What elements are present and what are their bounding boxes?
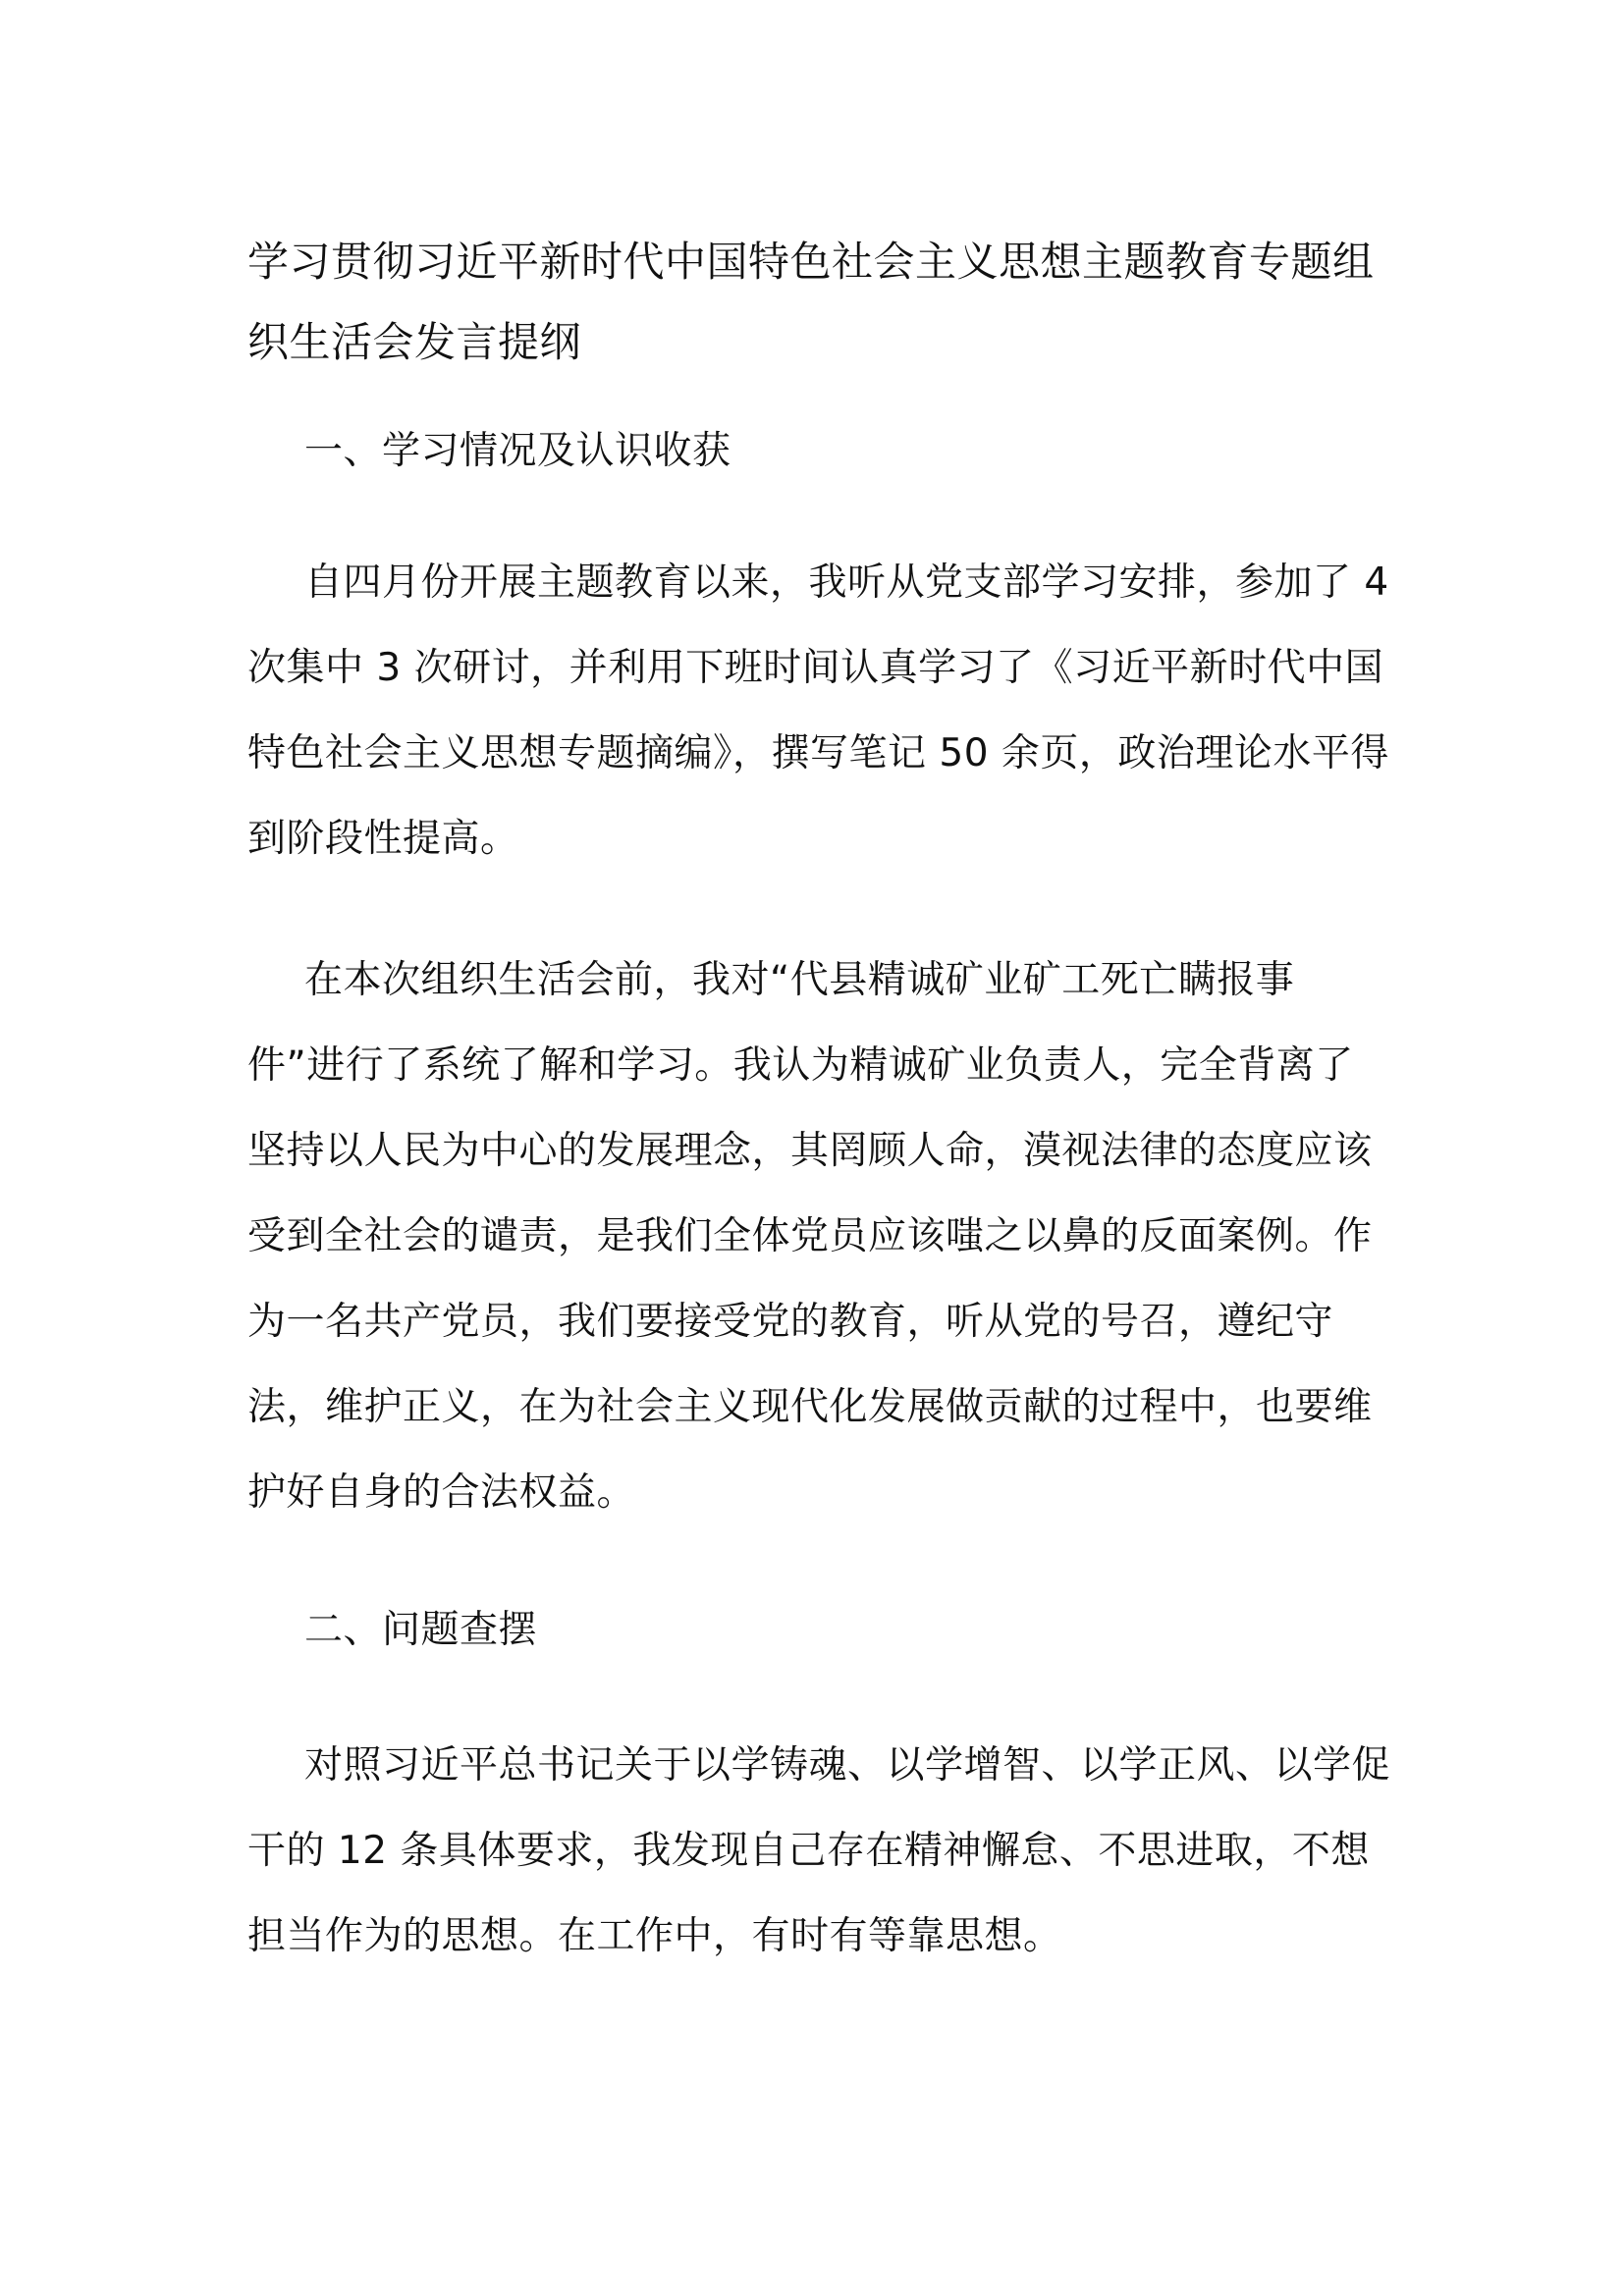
document-title: 学习贯彻习近平新时代中国特色社会主义思想主题教育专题组织生活会发言提纲: [247, 238, 1375, 366]
section-heading-study: 一、学习情况及认识收获: [304, 429, 731, 473]
paragraph-study-situation: 自四月份开展主题教育以来，我听从党支部学习安排，参加了 4 次集中 3 次研讨，并利用下班时间认真学习了《习近平新时代中国特色社会主义思想专题摘编》，撰写笔记 50 余页，政治理论水平得到阶段性提高。: [247, 561, 1389, 861]
section-heading-problems: 二、问题查摆: [304, 1608, 538, 1652]
paragraph-problems: 对照习近平总书记关于以学铸魂、以学增智、以学正风、以学促干的 12 条具体要求，我发现自己存在精神懈怠、不思进取，不想担当作为的思想。在工作中，有时有等靠思想。: [247, 1743, 1391, 1958]
paragraph-case-reflection: 在本次组织生活会前，我对“代县精诚矿业矿工死亡瞒报事件”进行了系统了解和学习。我认为精诚矿业负责人，完全背离了坚持以人民为中心的发展理念，其罔顾人命，漠视法律的态度应该受到全社会的谴责，是我们全体党员应该嗤之以鼻的反面案例。作为一名共产党员，我们要接受党的教育，听从党的号召，遵纪守法，维护正义，在为社会主义现代化发展做贡献的过程中，也要维护好自身的合法权益。: [247, 958, 1373, 1515]
